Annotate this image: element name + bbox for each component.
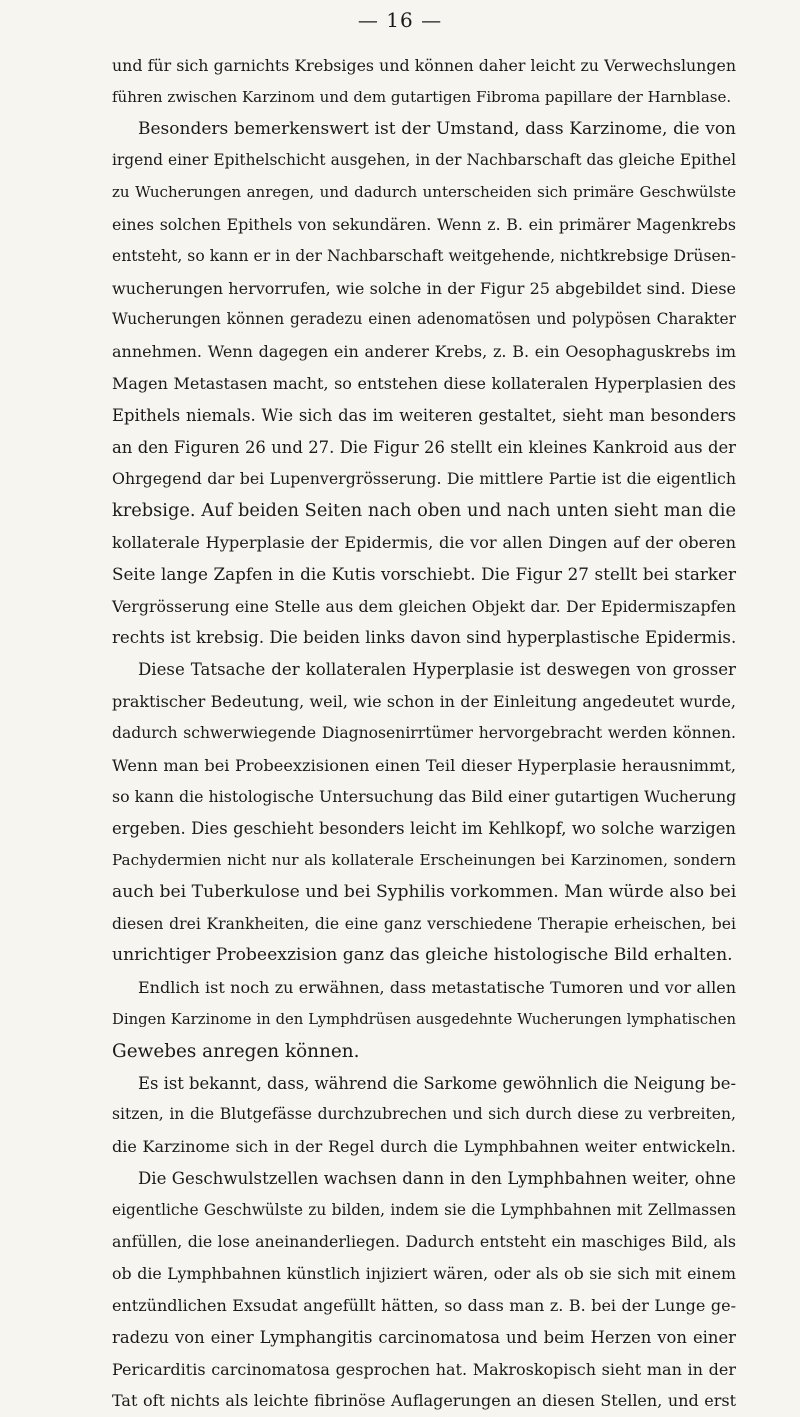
- page-number: — 16 —: [357, 8, 443, 32]
- text-line: Epithels niemals. Wie sich das im weiteren gestaltet, sieht man besonders: [112, 405, 736, 425]
- text-line: annehmen. Wenn dagegen ein anderer Krebs, z. B. ein Oesophaguskrebs im: [112, 342, 736, 362]
- text-line: ob die Lymphbahnen künstlich injiziert wären, oder als ob sie sich mit einem: [112, 1264, 736, 1284]
- text-line: die Karzinome sich in der Regel durch die Lymphbahnen weiter entwickeln.: [112, 1137, 736, 1157]
- text-line: eigentliche Geschwülste zu bilden, indem sie die Lymphbahnen mit Zellmassen: [112, 1200, 736, 1219]
- text-line: Pericarditis carcinomatosa gesprochen hat. Makroskopisch sieht man in der: [112, 1359, 736, 1379]
- text-line: Endlich ist noch zu erwähnen, dass metastatische Tumoren und vor allen: [138, 978, 736, 998]
- text-line: Besonders bemerkenswert ist der Umstand, dass Karzinome, die von: [138, 118, 736, 139]
- text-line: eines solchen Epithels von sekundären. Wenn z. B. ein primärer Magenkrebs: [112, 214, 736, 234]
- text-line: Wucherungen können geradezu einen adenomatösen und polypösen Charakter: [112, 310, 736, 329]
- text-line: dadurch schwerwiegende Diagnosenirrtümer hervorgebracht werden können.: [112, 723, 736, 742]
- text-line: so kann die histologische Untersuchung das Bild einer gutartigen Wucherung: [112, 787, 737, 807]
- text-line: praktischer Bedeutung, weil, wie schon in der Einleitung angedeutet wurde,: [112, 691, 736, 711]
- text-line: anfüllen, die lose aneinanderliegen. Dadurch entsteht ein maschiges Bild, als: [112, 1232, 736, 1252]
- body-text: [112, 50, 736, 1417]
- text-line: irgend einer Epithelschicht ausgehen, in der Nachbarschaft das gleiche Epithel: [112, 151, 736, 170]
- text-line: Dingen Karzinome in den Lymphdrüsen ausgedehnte Wucherungen lymphatischen: [112, 1010, 736, 1028]
- text-line: Die Geschwulstzellen wachsen dann in den Lymphbahnen weiter, ohne: [138, 1168, 736, 1188]
- text-line: Magen Metastasen macht, so entstehen diese kollateralen Hyperplasien des: [112, 373, 736, 393]
- text-line: sitzen, in die Blutgefässe durchzubrechen und sich durch diese zu verbreiten,: [112, 1105, 736, 1124]
- text-line: Wenn man bei Probeexzisionen einen Teil dieser Hyperplasie herausnimmt,: [112, 755, 736, 775]
- text-line: zu Wucherungen anregen, und dadurch unterscheiden sich primäre Geschwülste: [112, 183, 736, 202]
- text-line: an den Figuren 26 und 27. Die Figur 26 stellt ein kleines Kankroid aus der: [112, 437, 736, 457]
- text-line: krebsige. Auf beiden Seiten nach oben und nach unten sieht man die: [112, 500, 736, 522]
- text-line: Ohrgegend dar bei Lupenvergrösserung. Die mittlere Partie ist die eigentlich: [112, 469, 736, 489]
- text-line: Gewebes anregen können.: [112, 1040, 360, 1062]
- text-line: und für sich garnichts Krebsiges und können daher leicht zu Verwechslungen: [112, 56, 736, 75]
- text-line: auch bei Tuberkulose und bei Syphilis vorkommen. Man würde also bei: [112, 881, 737, 902]
- text-line: rechts ist krebsig. Die beiden links davon sind hyperplastische Epidermis.: [112, 628, 737, 648]
- text-line: Vergrösserung eine Stelle aus dem gleichen Objekt dar. Der Epidermiszapfen: [112, 596, 736, 616]
- text-line: Pachydermien nicht nur als kollaterale Erscheinungen bei Karzinomen, sondern: [112, 850, 736, 869]
- text-line: Tat oft nichts als leichte fibrinöse Auflagerungen an diesen Stellen, und erst: [112, 1391, 736, 1411]
- text-line: Es ist bekannt, dass, während die Sarkome gewöhnlich die Neigung be-: [138, 1073, 737, 1093]
- text-line: führen zwischen Karzinom und dem gutartigen Fibroma papillare der Harnblase.: [112, 87, 732, 106]
- text-line: wucherungen hervorrufen, wie solche in der Figur 25 abgebildet sind. Diese: [112, 278, 736, 298]
- text-line: entzündlichen Exsudat angefüllt hätten, so dass man z. B. bei der Lunge ge-: [112, 1296, 736, 1316]
- text-line: ergeben. Dies geschieht besonders leicht im Kehlkopf, wo solche warzigen: [112, 819, 736, 839]
- text-line: entsteht, so kann er in der Nachbarschaft weitgehende, nichtkrebsige Drüsen-: [112, 246, 736, 265]
- text-line: Diese Tatsache der kollateralen Hyperplasie ist deswegen von grosser: [138, 660, 736, 680]
- text-line: Seite lange Zapfen in die Kutis vorschiebt. Die Figur 27 stellt bei starker: [112, 563, 736, 584]
- text-line: diesen drei Krankheiten, die eine ganz verschiedene Therapie erheischen, bei: [112, 914, 736, 933]
- text-line: radezu von einer Lymphangitis carcinomatosa und beim Herzen von einer: [112, 1327, 736, 1347]
- text-line: kollaterale Hyperplasie der Epidermis, die vor allen Dingen auf der oberen: [112, 532, 736, 552]
- text-line: unrichtiger Probeexzision ganz das gleiche histologische Bild erhalten.: [112, 945, 733, 966]
